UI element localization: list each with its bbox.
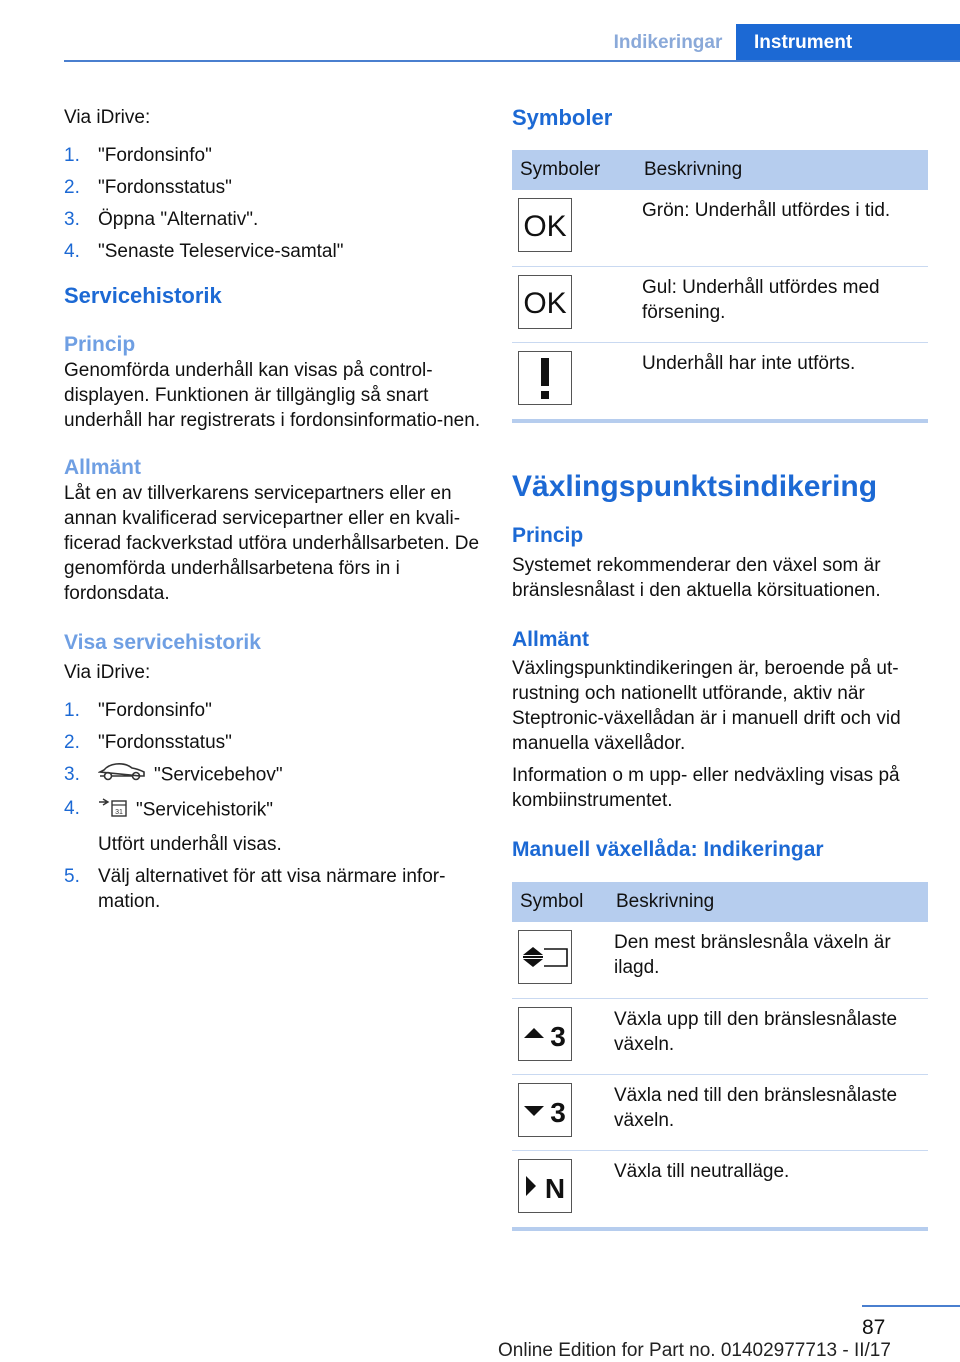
gear-neutral-label: N <box>544 1172 566 1202</box>
subheading-allmant: Allmänt <box>64 456 142 479</box>
table-cell-description: Växla ned till den bränslesnålaste växeln. <box>608 1074 928 1150</box>
subheading-princip: Princip <box>512 524 584 547</box>
neutral-icon <box>518 1159 572 1213</box>
list-item: 4. "Senaste Teleservice-samtal" <box>64 241 344 262</box>
left-column <box>64 100 482 921</box>
svg-text:31: 31 <box>115 809 123 816</box>
car-icon <box>98 762 146 789</box>
list-item: 1. "Fordonsinfo" <box>64 145 212 166</box>
allmant-text: Växlingspunktindikeringen är, beroende på ut-rustning och nationellt utförande, aktiv när Steptronic-växellådan är i manuell drift och vid manuella växellådor. <box>512 658 901 754</box>
exclamation-icon <box>518 351 572 405</box>
table-header-row <box>512 150 928 190</box>
list-item: 2. "Fordonsstatus" <box>64 177 232 198</box>
table-row <box>512 922 928 998</box>
list-item: 3. Öppna "Alternativ". <box>64 209 259 230</box>
list-item: 4. 31 "Servicehistorik" Utfört underhåll visas. <box>64 798 282 855</box>
subheading-visa-servicehistorik: Visa servicehistorik <box>64 631 261 654</box>
gear-number-label: 3 <box>550 1020 566 1050</box>
via-idrive-label: Via iDrive: <box>64 107 151 128</box>
allmant-text: Låt en av tillverkarens servicepartners eller en annan kvalificerad servicepartner eller en kvali-ficerad fackverkstad utföra underhållsarbeten. De genomförda underhållsarbetena förs in i fordonsdata. <box>64 483 480 604</box>
idrive-steps-list <box>64 143 482 264</box>
svg-text:OK: OK <box>523 286 567 317</box>
table-header-symboler: Symboler <box>512 150 636 190</box>
princip-text: Systemet rekommenderar den växel som är bränslesnålast i den aktuella körsituationen. <box>512 555 881 601</box>
table-cell-description: Underhåll har inte utförts. <box>642 352 856 374</box>
subheading-manuell-vaxellada: Manuell växellåda: Indikeringar <box>512 838 824 861</box>
footer-divider <box>862 1305 960 1307</box>
symbols-table <box>512 150 928 418</box>
table-header-row <box>512 882 928 922</box>
table-row <box>512 1150 928 1226</box>
shift-up-icon <box>518 1007 572 1061</box>
table-end-rule <box>512 1227 928 1231</box>
optimal-gear-icon <box>518 930 572 984</box>
subheading-allmant: Allmänt <box>512 628 590 651</box>
table-end-rule <box>512 419 928 423</box>
table-header-beskrivning: Beskrivning <box>636 150 928 190</box>
page-number: 87 <box>862 1316 886 1339</box>
gear-number-label: 3 <box>550 1096 566 1126</box>
servicehistorik-steps-list <box>64 698 482 914</box>
princip-text: Genomförda underhåll kan visas på control-displayen. Funktionen är tillgänglig så snart underhåll har registrerats i fordonsinformatio-nen. <box>64 360 481 431</box>
service-history-icon <box>98 796 128 825</box>
table-cell-description: Grön: Underhåll utfördes i tid. <box>636 190 928 266</box>
list-item: 1. "Fordonsinfo" <box>64 700 212 721</box>
table-row <box>512 190 928 266</box>
gear-indicator-table <box>512 882 928 1226</box>
ok-green-icon <box>518 198 572 252</box>
allmant-text-2: Information o m upp- eller nedväxling visas på kombiinstrumentet. <box>512 765 900 811</box>
table-cell-description: Växla till neutralläge. <box>614 1160 790 1182</box>
table-header-symbol: Symbol <box>512 882 608 922</box>
table-cell-description: Den mest bränslesnåla växeln är ilagd. <box>608 922 928 998</box>
header-divider <box>64 60 960 62</box>
header-tab-indikeringar: Indikeringar <box>613 32 723 53</box>
section-heading-servicehistorik: Servicehistorik <box>64 283 222 308</box>
list-item: 5. Välj alternativet för att visa närmare infor-mation. <box>64 866 446 912</box>
list-item: 3. "Servicebehov" <box>64 762 482 789</box>
header-tab-instrument: Instrument <box>736 24 960 62</box>
via-idrive-label: Via iDrive: <box>64 662 151 683</box>
section-heading-symboler: Symboler <box>512 105 613 130</box>
table-row <box>512 342 928 418</box>
subheading-princip: Princip <box>64 333 136 356</box>
footer-edition: Online Edition for Part no. 01402977713 - II/17 <box>498 1340 891 1361</box>
ok-yellow-icon <box>518 275 572 329</box>
table-row <box>512 266 928 342</box>
table-cell-description: Gul: Underhåll utfördes med försening. <box>636 266 928 342</box>
right-column <box>512 100 928 1231</box>
svg-text:OK: OK <box>523 210 567 240</box>
table-row <box>512 1074 928 1150</box>
shift-down-icon <box>518 1083 572 1137</box>
table-row <box>512 998 928 1074</box>
section-heading-vaxlingspunktsindikering: Växlingspunktsindikering <box>512 470 878 503</box>
list-item: 2. "Fordonsstatus" <box>64 732 232 753</box>
table-cell-description: Växla upp till den bränslesnålaste växeln. <box>608 998 928 1074</box>
table-header-beskrivning: Beskrivning <box>608 882 928 922</box>
